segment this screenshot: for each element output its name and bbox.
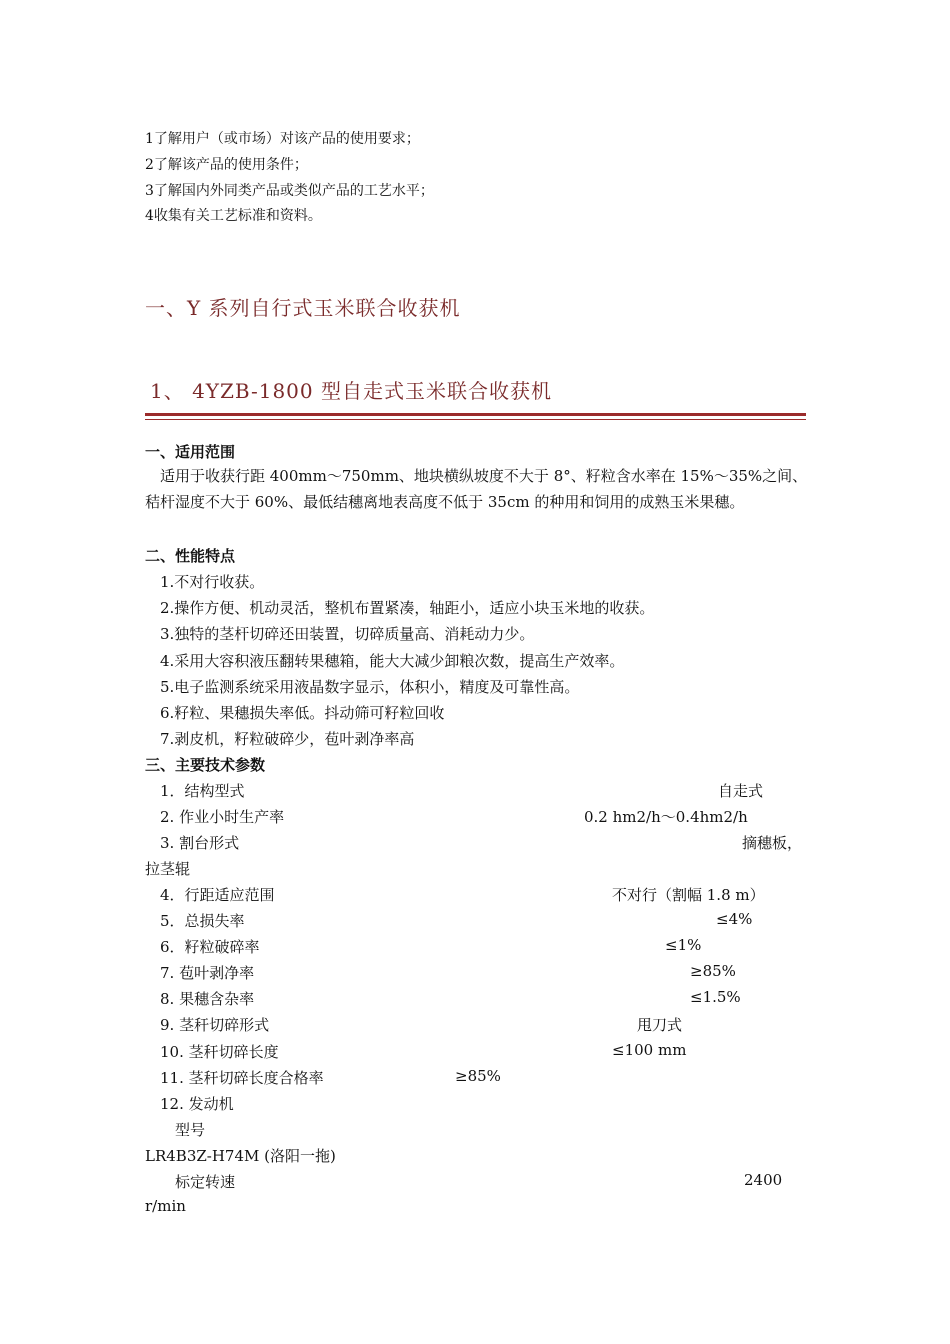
feature-item: 2.操作方便、机动灵活，整机布置紧凑，轴距小，适应小块玉米地的收获。: [160, 599, 655, 617]
param-value: 0.2 hm2/h～0.4hm2/h: [584, 808, 748, 826]
feature-item: 1.不对行收获。: [160, 573, 265, 591]
heading-level-2: 1、 4YZB-1800 型自走式玉米联合收获机: [150, 379, 552, 403]
param-label: 9. 茎秆切碎形式: [160, 1016, 270, 1034]
scope-paragraph: 适用于收获行距 400mm～750mm、地块横纵坡度不大于 8°、籽粒含水率在 15%～35%之间、秸杆湿度不大于 60%、最低结穗离地表高度不低于 35cm 的种用和饲用的成熟玉米果穗。: [145, 467, 808, 511]
engine-model-value: LR4B3Z-H74M (洛阳一拖): [145, 1147, 336, 1165]
param-label: 8. 果穗含杂率: [160, 990, 255, 1008]
engine-speed-unit: r/min: [145, 1197, 186, 1215]
feature-item: 3.独特的茎杆切碎还田装置，切碎质量高、消耗动力少。: [160, 625, 535, 643]
feature-item: 5.电子监测系统采用液晶数字显示，体积小，精度及可靠性高。: [160, 678, 580, 696]
intro-line-2: 2了解该产品的使用条件；: [145, 157, 308, 173]
param-label: 3. 割台形式: [160, 834, 240, 852]
param-label: 1．结构型式: [160, 782, 245, 800]
param-label: 5．总损失率: [160, 912, 245, 930]
param-label: 7. 苞叶剥净率: [160, 964, 255, 982]
intro-line-4: 4收集有关工艺标准和资料。: [145, 208, 322, 224]
param-value: ≥85%: [690, 962, 736, 980]
param-value: ≤100 mm: [612, 1041, 687, 1059]
param-value: ≤1.5%: [690, 988, 741, 1006]
section-title-params: 三、主要技术参数: [145, 756, 266, 774]
feature-item: 4.采用大容积液压翻转果穗箱，能大大减少卸粮次数，提高生产效率。: [160, 652, 625, 670]
engine-speed-value: 2400: [744, 1171, 783, 1189]
param-value: ≥85%: [455, 1067, 501, 1085]
intro-line-1: 1了解用户（或市场）对该产品的使用要求；: [145, 131, 420, 147]
param-value: 甩刀式: [637, 1016, 683, 1034]
heading-level-1: 一、Y 系列自行式玉米联合收获机: [145, 296, 461, 320]
param-label: 12. 发动机: [160, 1095, 234, 1113]
engine-speed-label: 标定转速: [175, 1173, 236, 1191]
param-label: 2. 作业小时生产率: [160, 808, 285, 826]
param-value: ≤4%: [716, 910, 753, 928]
param-label: 4．行距适应范围: [160, 886, 275, 904]
section-title-features: 二、性能特点: [145, 547, 236, 565]
intro-line-3: 3了解国内外同类产品或类似产品的工艺水平；: [145, 183, 434, 199]
feature-item: 7.剥皮机，籽粒破碎少，苞叶剥净率高: [160, 730, 415, 748]
param-label: 10. 茎秆切碎长度: [160, 1043, 279, 1061]
param-value-wrap: 拉茎辊: [145, 860, 191, 878]
param-label: 11. 茎秆切碎长度合格率: [160, 1069, 324, 1087]
param-value: ≤1%: [665, 936, 702, 954]
feature-item: 6.籽粒、果穗损失率低。抖动筛可籽粒回收: [160, 704, 445, 722]
param-label: 6．籽粒破碎率: [160, 938, 260, 956]
heading-rule-thick: [145, 413, 806, 416]
param-value: 摘穗板，: [742, 834, 803, 852]
engine-model-label: 型号: [175, 1121, 206, 1139]
param-value: 自走式: [718, 782, 764, 800]
param-value: 不对行（割幅 1.8 m）: [612, 886, 765, 904]
section-title-scope: 一、适用范围: [145, 443, 236, 461]
heading-rule-thin: [145, 419, 806, 420]
